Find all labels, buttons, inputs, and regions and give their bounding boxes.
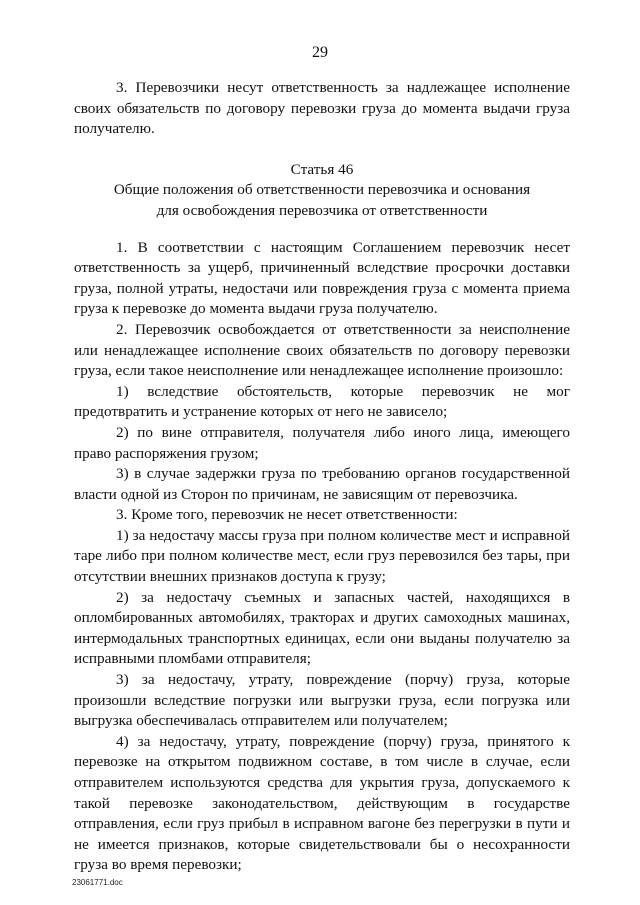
document-body [74, 78, 570, 876]
paragraph-2-item-1: 1) вследствие обстоятельств, которые перевозчик не мог предотвратить и устранение которых от него не зависело; [74, 382, 570, 421]
article-title-line-2: для освобождения перевозчика от ответственности [156, 201, 488, 219]
paragraph-2-item-2: 2) по вине отправителя, получателя либо иного лица, имеющего право распоряжения грузом; [74, 423, 570, 462]
paragraph-3-item-4: 4) за недостачу, утрату, повреждение (порчу) груза, принятого к перевозке на открытом подвижном составе, в том числе в случае, если отправителем используются средства для укрытия груза, допускаемого к такой перевозке законодательством, действующим в государстве отправления, если груз прибыл в исправном вагоне без перегрузки в пути и не имеется признаков, которые свидетельствовали бы о несохранности груза во время перевозки; [74, 732, 570, 874]
article-title-line-1: Общие положения об ответственности перевозчика и основания [113, 181, 531, 199]
paragraph-1: 1. В соответствии с настоящим Соглашением перевозчик несет ответственность за ущерб, причиненный вследствие просрочки доставки груза, полной утраты, недостачи или повреждения груза с момента приема груза к перевозке до момента выдачи груза получателю. [74, 238, 570, 318]
article-number: Статья 46 [290, 160, 354, 178]
page-number: 29 [312, 44, 328, 61]
paragraph-3: 3. Кроме того, перевозчик не несет ответственности: [116, 506, 458, 524]
document-filename: 23061771.doc [72, 878, 123, 887]
paragraph-3-item-3: 3) за недостачу, утрату, повреждение (порчу) груза, которые произошли вследствие погрузки или выгрузки груза, если погрузка или выгрузка обеспечивалась отправителем или получателем; [74, 671, 570, 730]
intro-paragraph: 3. Перевозчики несут ответственность за надлежащее исполнение своих обязательств по договору перевозки груза до момента выдачи груза получателю. [74, 79, 570, 138]
paragraph-3-item-1: 1) за недостачу массы груза при полном количестве мест и исправной таре либо при полном количестве мест, если груз перевозился без тары, при отсутствии внешних признаков доступа к грузу; [74, 526, 570, 586]
paragraph-2-item-3: 3) в случае задержки груза по требованию органов государственной власти одной из Сторон по причинам, не зависящим от перевозчика. [74, 465, 570, 503]
paragraph-3-item-2: 2) за недостачу съемных и запасных частей, находящихся в опломбированных автомобилях, тракторах и других самоходных машинах, интермодальных транспортных единицах, если они выданы получателю за исправными пломбами отправителя; [74, 588, 570, 668]
paragraph-2: 2. Перевозчик освобождается от ответственности за неисполнение или ненадлежащее исполнение своих обязательств по договору перевозки груза, если такое неисполнение или ненадлежащее исполнение произошло: [74, 320, 570, 380]
